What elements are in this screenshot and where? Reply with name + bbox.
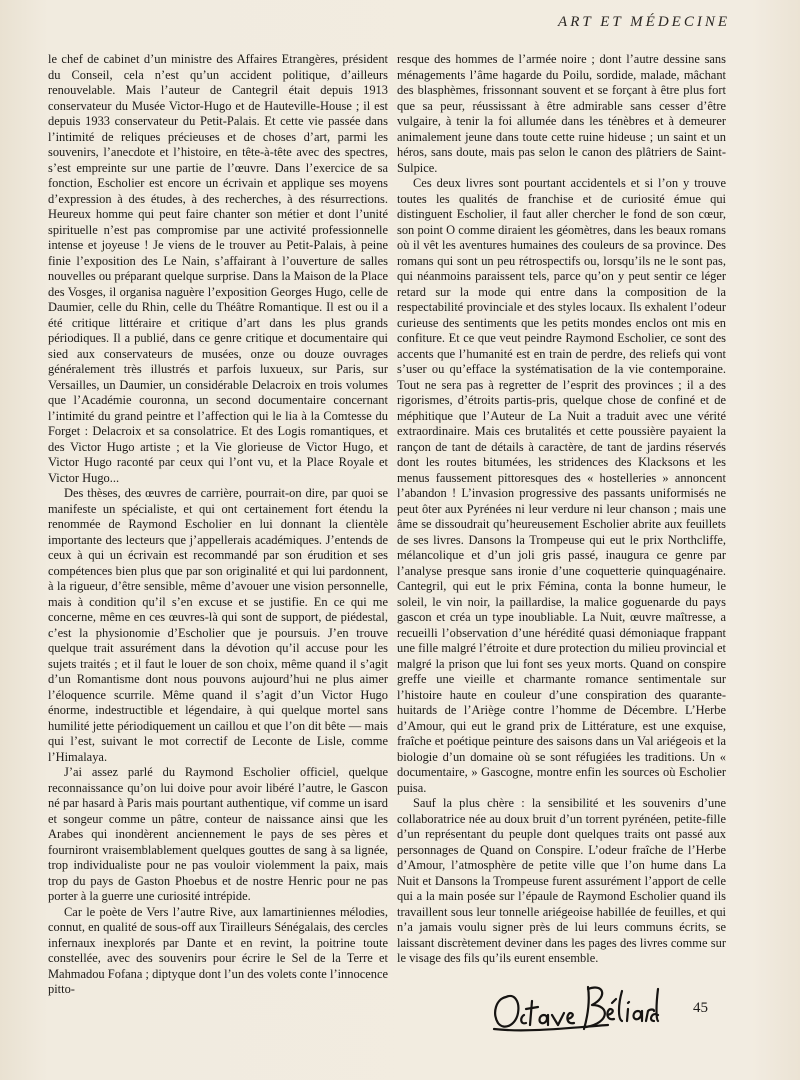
paragraph: Sauf la plus chère : la sensibilité et les souvenirs d’une collaboratrice née au doux bruit d’un torrent pyrénéen, petite-fille d’un représentant du peuple dont quelques traits ont passé aux personnages de Quand on Conspire. L’odeur fraîche de l’Herbe d’Amour, l’atmosphère de petite ville que l’on hume dans La Nuit et Dansons la Trompeuse furent assurément l’apport de celle qui a la main posée sur l’épaule de Raymond Escholier quand ils travaillent sous leur tonnelle ariégeoise habillée de feuilles, et qui n’a jamais voulu signer près de lui leurs communs écrits, se laissant discrètement deviner dans les pages des livres comme sur le visage des fils qu’ils eurent ensemble.: [397, 796, 726, 965]
running-header: ART ET MÉDECINE: [558, 14, 730, 30]
paragraph: Des thèses, des œuvres de carrière, pourrait-on dire, par quoi se manifeste un spécialiste, et qui ont certainement fort étendu la renommée de Raymond Escholier en lui donnant la clientèle importante des lecteurs que j’appellerais académiques. J’entends de ceux à qui un écrivain est recommandé par son érudition et ses compétences bien plus que par son originalité et qui lui pardonnent, à la rigueur, d’être sensible, même d’avouer une vision personnelle, mais à condition qu’il s’en excuse et se justifie. En ce qui me concerne, même en ces œuvres-là qui sont de support, de piédestal, c’est la physionomie d’Escholier que je poursuis. J’en trouve quelque trait assurément dans la dévotion qu’il accuse pour les sujets traités ; et il faut le louer de son choix, même quand il s’agit d’un Romantisme dont nous pouvons aujourd’hui ne plus aimer l’éloquence scurrile. Même quand il s’agit d’un Victor Hugo énorme, indestructible et légendaire, à qui quelque mortel sans humilité jette périodiquement un caillou et que l’on dit bête — mais qui l’est, suivant le mot correctif de Leconte de Lisle, comme l’Himalaya.: [48, 486, 388, 764]
paragraph: le chef de cabinet d’un ministre des Affaires Etrangères, président du Conseil, cela n’est qu’un accident politique, d’ailleurs renouvelable. Mais l’auteur de Cantegril était depuis 1913 conservateur du Musée Victor-Hugo et de Hauteville-House ; il est depuis 1933 conservateur du Petit-Palais. Et cette vie passée dans l’intimité de reliques précieuses et de choses d’art, parmi les souvenirs, l’anecdote et l’histoire, en tête-à-tête avec des spectres, s’est empreinte sur une partie de l’œuvre. Dans l’exercice de sa fonction, Escholier est encore un écrivain et applique ses moyens d’expression à des études, à des recherches, à des résurrections. Heureux homme qui peut faire chanter son métier et dont l’unité spirituelle n’est pas compromise par une activité professionnelle intense et joyeuse ! Je viens de le trouver au Petit-Palais, à peine finie l’exposition des Le Nain, s’affairant à l’ouverture de salles nouvelles ou préparant quelque surprise. Dans la Maison de la Place des Vosges, il organisa naguère l’exposition Georges Hugo, celle de Daumier, celle du Rhin, celle du Théâtre Romantique. Il est ou il a été critique littéraire et critique d’art dans les plus grands périodiques. Il a publié, dans ce genre critique et documentaire qui sied aux conservateurs de musées, onze ou douze ouvrages généralement très illustrés et parfois luxueux, sur Paris, sur Versailles, un Daumier, un considérable Delacroix en trois volumes que l’Académie couronna, un second documentaire concernant l’intimité du grand peintre et l’affection qui le lia à la Comtesse du Forget : Delacroix et sa consolatrice. Et des Logis romantiques, et des Victor Hugo artiste ; et la Vie glorieuse de Victor Hugo, et Victor Hugo raconté par ceux qui l’ont vu, et la Place Royale et Victor Hugo...: [48, 52, 388, 485]
paragraph: Car le poète de Vers l’autre Rive, aux lamartiniennes mélodies, connut, en qualité de sous-off aux Tirailleurs Sénégalais, des cercles infernaux inexplorés par Dante et en revint, la poitrine toute constellée, avec des souvenirs pour écrire le Sel de la Terre et Mahmadou Fofana ; diptyque dont l’un des volets conte l’innocence pitto-: [48, 904, 388, 996]
paragraph: resque des hommes de l’armée noire ; dont l’autre dessine sans ménagements l’âme hagarde du Poilu, sordide, malade, mâchant des blasphèmes, frissonnant souvent et se forçant à être plus fort que sa peur, réussissant à être admirable sans cesser d’être vulgaire, à tenir la foi allumée dans les ténèbres et à demeurer animalement jeune dans toute cette ruine hideuse ; un saint et un héros, sans doute, mais pas selon le canon des plâtriers de Saint-Sulpice.: [397, 52, 726, 175]
page-number: 45: [693, 1000, 708, 1016]
paragraph: Ces deux livres sont pourtant accidentels et si l’on y trouve toutes les qualités de franchise et de curiosité émue qui distinguent Escholier, il faut aller chercher le fond de son cœur, son point O comme diraient les géomètres, dans les beaux romans où il vêt les aventures humaines des couleurs de sa province. Des romans qui sont un peu rétrospectifs ou, lorsqu’ils ne le sont pas, qui néanmoins paraissent tels, parce qu’on y peut sentir ce léger retard sur la mode qui entre dans la composition de la respectabilité provinciale et des styles locaux. Ils exhalent l’odeur curieuse des sentiments que les petits mondes enclos ont mis en confiture. Et ce que veut peindre Raymond Escholier, ce sont des accents que l’humanité est en train de perdre, des reliefs qui vont s’user ou qu’efface la systématisation de la vie contemporaine. Tout ne sera pas à regretter de l’esprit des provinces ; il a des rigorismes, d’étroits partis-pris, quelque chose de confiné et de méphitique que l’Auteur de La Nuit a traduit avec une vérité extraordinaire. Mais ces brutalités et cette poussière payaient la rançon de tant de détails à caractère, de tant de jardins réservés dont les routes bitumées, les stridences des Klacksons et les menus faussement pittoresques des « hostelleries » annoncent l’abandon ! L’invasion progressive des passants uniformisés ne peut ôter aux Pyrénées ni leur verdure ni leur chanson ; mais une âme se dissoudrait qu’heureusement Escholier abrite aux feuillets de ses livres. Dansons la Trompeuse qui eut le prix Northcliffe, mélancolique et d’un joli gris passé, inaugura ce genre par l’analyse presque sans ironie d’une coquetterie quinquagénaire. Cantegril, qui eut le prix Fémina, conta la bonne humeur, le soleil, le vin noir, la paillardise, la malice goguenarde du pays gascon et créa un type inoubliable. La Nuit, œuvre maîtresse, a recueilli l’observation d’une hérédité quasi démoniaque frappant une fille malgré l’étroite et dure protection du milieu provincial et malgré la prison que lui font ses yeux morts. Quand on conspire greffe une vieille et charmante romance sentimentale sur l’histoire haute en couleur d’une conspiration des quarante-huitards de l’Ariège contre l’homme de Décembre. L’Herbe d’Amour, qui eut le grand prix de Littérature, est une exquise, fraîche et poétique peinture des saisons dans un Val ariégeois et la biologie d’un domaine où se sont réfugiées les traditions. Un « documentaire, » Gascogne, montre enfin les sources où Escholier puisa.: [397, 176, 726, 795]
article-column-right: [397, 52, 726, 967]
paragraph: J’ai assez parlé du Raymond Escholier officiel, quelque reconnaissance qu’on lui doive pour avoir libéré l’autre, le Gascon né par hasard à Paris mais pourtant authentique, vif comme un isard et songeur comme un pâtre, conteur de naissance ainsi que les Arabes qui inondèrent anciennement le pays de ses pères et fourniront vraisemblablement quelques gouttes de sang à sa lignée, trop individualiste pour ne pas vouloir violemment la paix, mais trop du pays de Gaston Phoebus et de nostre Henric pour ne pas porter à la guerre une curiosité intrépide.: [48, 765, 388, 903]
article-column-left: [48, 52, 388, 998]
author-signature: [488, 975, 663, 1035]
